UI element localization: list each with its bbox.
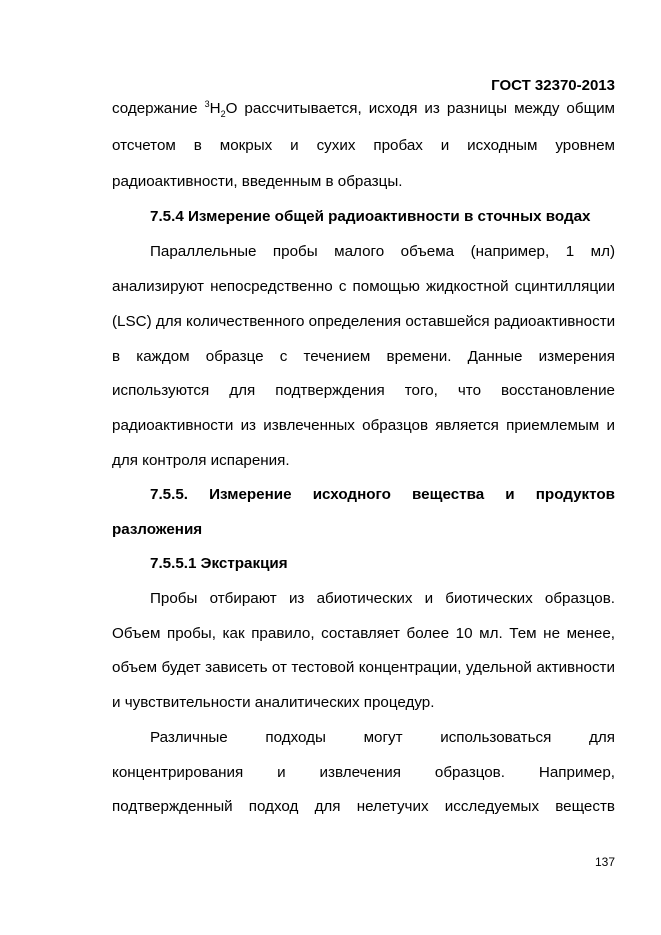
page-number: 137 bbox=[594, 855, 615, 869]
text-line: Пробы отбирают из абиотических и биотических образцов. bbox=[150, 590, 615, 607]
text-fragment: рассчитывается, исходя из разницы между общим bbox=[237, 100, 615, 117]
subsection-heading: 7.5.5.1 Экстракция bbox=[150, 555, 288, 572]
formula-superscript: 3 bbox=[204, 98, 210, 109]
text-line: подтвержденный подход для нелетучих исследуемых веществ bbox=[112, 798, 615, 815]
formula-o: O bbox=[225, 100, 238, 117]
text-line: Различные подходы могут использоваться для bbox=[150, 729, 615, 746]
text-line: отсчетом в мокрых и сухих пробах и исходным уровнем bbox=[112, 137, 615, 154]
text-line: и чувствительности аналитических процедур. bbox=[112, 694, 435, 711]
text-line: объем будет зависеть от тестовой концентрации, удельной активности bbox=[112, 659, 615, 676]
formula-subscript: 2 bbox=[220, 109, 226, 120]
text-fragment: содержание bbox=[112, 100, 205, 117]
text-line: в каждом образце с течением времени. Данные измерения bbox=[112, 348, 615, 365]
text-line bbox=[112, 99, 615, 119]
text-line: концентрирования и извлечения образцов. Например, bbox=[112, 764, 615, 781]
section-heading: 7.5.4 Измерение общей радиоактивности в сточных водах bbox=[150, 208, 591, 225]
chemical-formula bbox=[204, 98, 238, 120]
section-heading-continuation: разложения bbox=[112, 521, 203, 538]
text-line: радиоактивности, введенным в образцы. bbox=[112, 173, 403, 190]
text-line: Параллельные пробы малого объема (например, 1 мл) bbox=[150, 243, 615, 260]
standard-header: ГОСТ 32370-2013 bbox=[491, 77, 615, 94]
text-line: радиоактивности из извлеченных образцов является приемлемым и bbox=[112, 417, 615, 434]
text-line: используются для подтверждения того, что восстановление bbox=[112, 382, 615, 399]
text-line: анализируют непосредственно с помощью жидкостной сцинтилляции bbox=[112, 278, 615, 295]
text-line: для контроля испарения. bbox=[112, 452, 290, 469]
formula-h: H bbox=[209, 100, 221, 117]
text-line: (LSC) для количественного определения оставшейся радиоактивности bbox=[112, 313, 616, 330]
section-heading: 7.5.5. Измерение исходного вещества и продуктов bbox=[150, 486, 615, 503]
text-line: Объем пробы, как правило, составляет более 10 мл. Тем не менее, bbox=[112, 625, 615, 642]
